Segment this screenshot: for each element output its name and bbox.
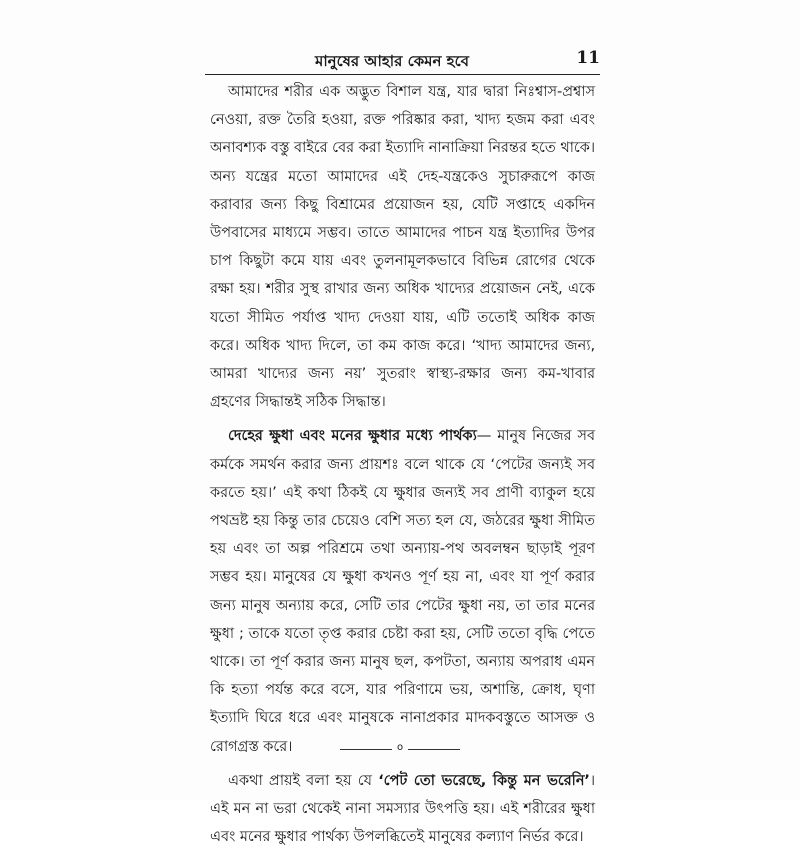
- page-number: 11: [576, 48, 600, 68]
- paragraph-2: [210, 422, 595, 760]
- emphasized-quote: ‘পেট তো ভরেছে, কিন্তু মন ভরেনি’: [378, 771, 590, 789]
- paragraph-1: [210, 78, 595, 416]
- paragraph-3-text-before: একথা প্রায়ই বলা হয় যে: [228, 771, 379, 789]
- header-rule: [205, 74, 600, 75]
- running-title: মানুষের আহার কেমন হবে: [315, 52, 469, 70]
- paragraph-3: [210, 767, 595, 852]
- paragraph-3-text-after: । এই মন না ভরা থেকেই নানা সমস্যার উৎপত্তি হয়। এই শরীরের ক্ষুধা এবং মনের ক্ষুধার পার্থক্য উপলব্ধিতেই মানুষের কল্যাণ নির্ভর করে।: [210, 771, 595, 846]
- footer-ornament-mark: o: [396, 742, 404, 753]
- section-run-head: দেহের ক্ষুধা এবং মনের ক্ষুধার মধ্যে পার্থক্য: [228, 427, 477, 445]
- footer-rule-left: [340, 749, 392, 750]
- running-header: [205, 48, 600, 74]
- paragraph-1-text: আমাদের শরীর এক অদ্ভুত বিশাল যন্ত্র, যার দ্বারা নিঃশ্বাস-প্রশ্বাস নেওয়া, রক্ত তৈরি হওয়া, রক্ত পরিষ্কার করা, খাদ্য হজম করা এবং অনাবশ্যক বস্তু বাইরে বের করা ইত্যাদি নানাক্রিয়া নিরন্তর হতে থাকে। অন্য যন্ত্রের মতো আমাদের এই দেহ-যন্ত্রকেও সুচারুরূপে কাজ করাবার জন্য কিছু বিশ্রামের প্রয়োজন হয়, যেটি সপ্তাহে একদিন উপবাসের মাধ্যমে সম্ভব। তাতে আমাদের পাচন যন্ত্র ইত্যাদির উপর চাপ কিছুটা কমে যায় এবং তুলনামূলকভাবে বিভিন্ন রোগের থেকে রক্ষা হয়। শরীর সুস্থ রাখার জন্য অধিক খাদ্যের প্রয়োজন নেই, একে যতো সীমিত পর্যাপ্ত খাদ্য দেওয়া যায়, এটি ততোই অধিক কাজ করে। অধিক খাদ্য দিলে, তা কম কাজ করে। ‘খাদ্য আমাদের জন্য, আমরা খাদ্যের জন্য নয়’ সুতরাং স্বাস্থ্য-রক্ষার জন্য কম-খাবার গ্রহণের সিদ্ধান্তই সঠিক সিদ্ধান্ত।: [210, 83, 595, 411]
- footer-ornament: [340, 744, 460, 756]
- footer-rule-right: [408, 749, 460, 750]
- body-text: [210, 78, 595, 855]
- paragraph-2-text: — মানুষ নিজের সব কর্মকে সমর্থন করার জন্য প্রায়শঃ বলে থাকে যে ‘পেটের জন্যই সব করতে হয়।’ এই কথা ঠিকই যে ক্ষুধার জন্যই সব প্রাণী ব্যাকুল হয়ে পথভ্রষ্ট হয় কিন্তু তার চেয়েও বেশি সত্য হল যে, জঠরের ক্ষুধা সীমিত হয় এবং তা অল্প পরিশ্রমে তথা অন্যায়-পথ অবলম্বন ছাড়াই পূরণ সম্ভব হয়। মানুষের যে ক্ষুধা কখনও পূর্ণ হয় না, এবং যা পূর্ণ করার জন্য মানুষ অন্যায় করে, সেটি তার পেটের ক্ষুধা নয়, তা তার মনের ক্ষুধা ; তাকে যতো তৃপ্ত করার চেষ্টা করা হয়, সেটি ততো বৃদ্ধি পেতে থাকে। তা পূর্ণ করার জন্য মানুষ ছল, কপটতা, অন্যায় অপরাধ এমন কি হত্যা পর্যন্ত করে বসে, যার পরিণামে ভয়, অশান্তি, ক্রোধ, ঘৃণা ইত্যাদি ঘিরে ধরে এবং মানুষকে নানাপ্রকার মাদকবস্তুতে আসক্ত ও রোগগ্রস্ত করে।: [210, 427, 595, 755]
